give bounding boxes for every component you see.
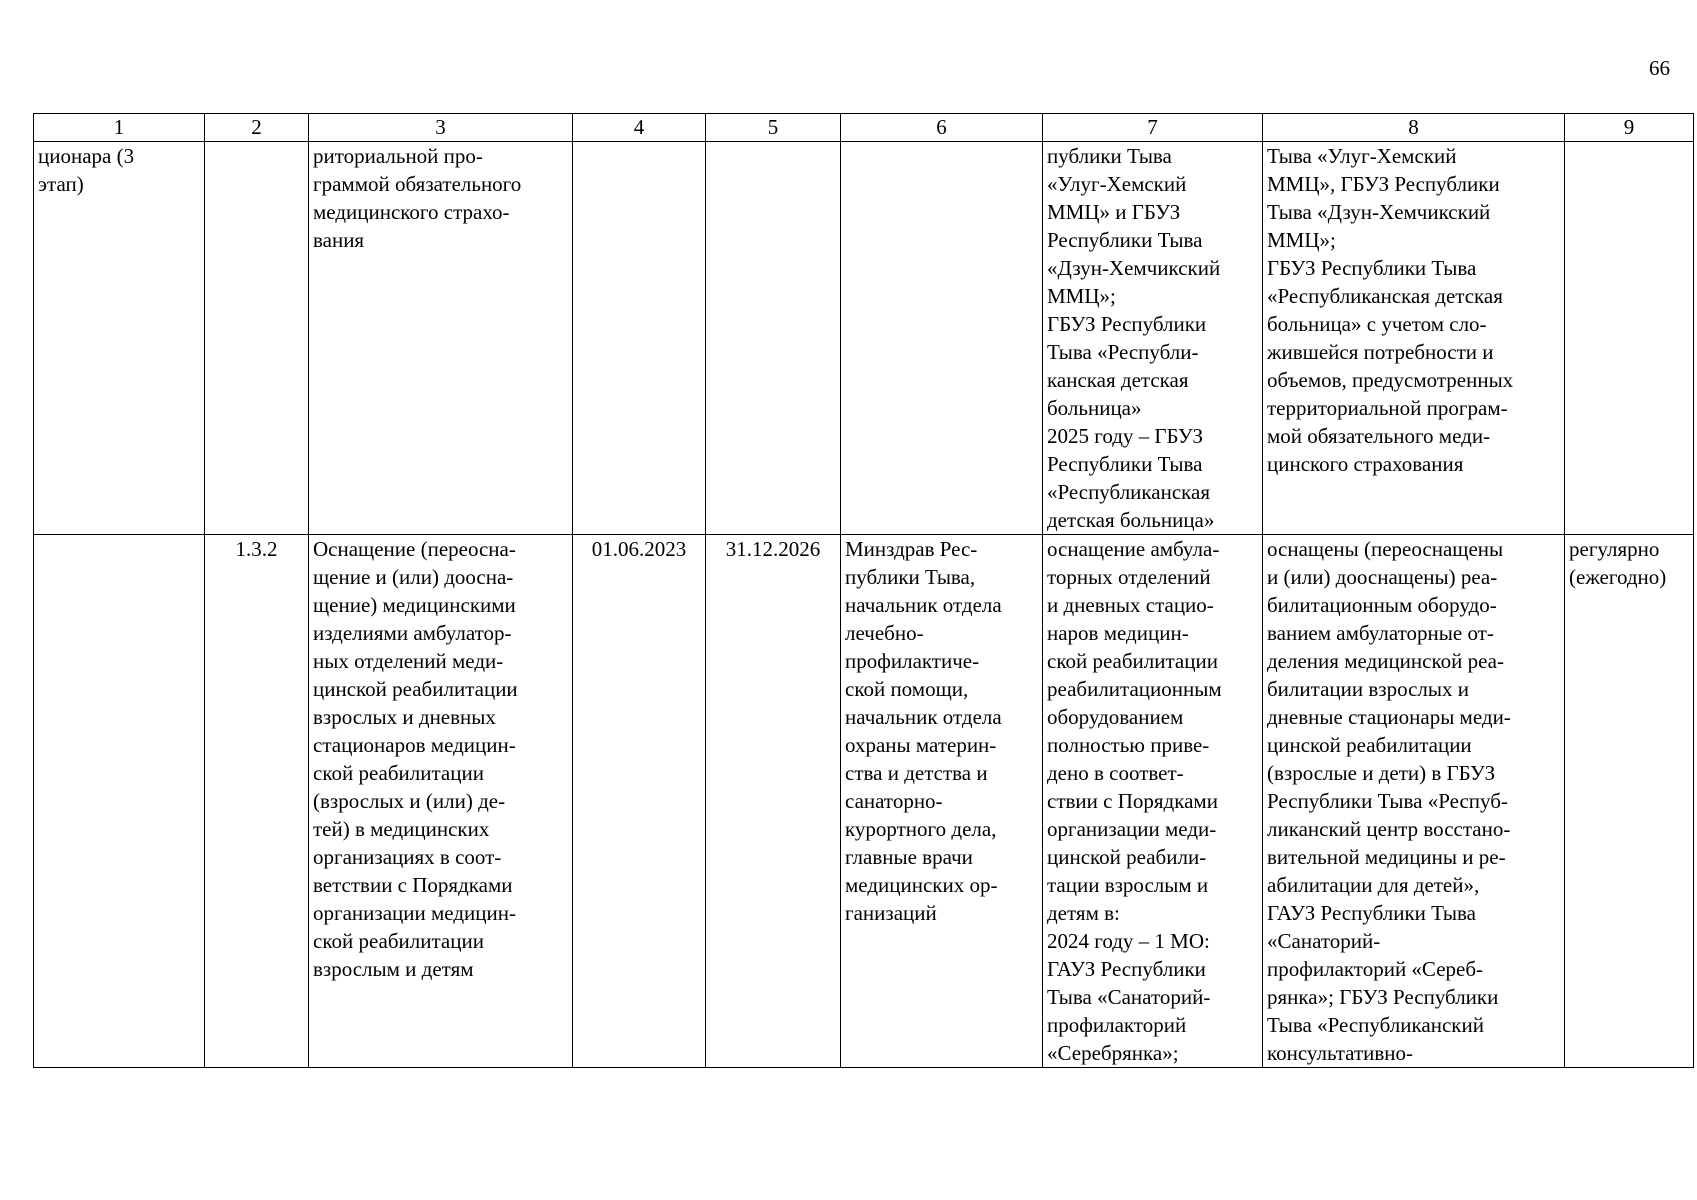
column-header-1: 1 xyxy=(34,114,205,142)
cell-end-date: 31.12.2026 xyxy=(706,535,841,1068)
cell-indicator: публики Тыва «Улуг-Хемский ММЦ» и ГБУЗ Республики Тыва «Дзун-Хемчикский ММЦ»; ГБУЗ Республики Тыва «Республи- канская детская больница» 2025 году – ГБУЗ Республики Тыва «Республиканская детская больница» xyxy=(1043,142,1263,535)
cell-indicator: оснащение амбула- торных отделений и дневных стацио- наров медицин- ской реабилитации реабилитационным оборудованием полностью приве- дено в соответ- ствии с Порядками организации меди- цинской реабили- тации взрослым и детям в: 2024 году – 1 МО: ГАУЗ Республики Тыва «Санаторий- профилакторий «Серебрянка»; xyxy=(1043,535,1263,1068)
table-row xyxy=(34,535,1694,1068)
column-header-7: 7 xyxy=(1043,114,1263,142)
header-row xyxy=(34,114,1694,142)
cell-responsible xyxy=(841,142,1043,535)
column-header-3: 3 xyxy=(309,114,573,142)
column-header-4: 4 xyxy=(573,114,706,142)
column-header-6: 6 xyxy=(841,114,1043,142)
column-header-5: 5 xyxy=(706,114,841,142)
cell-stage: ционара (3 этап) xyxy=(34,142,205,535)
cell-result: Тыва «Улуг-Хемский ММЦ», ГБУЗ Республики Тыва «Дзун-Хемчикский ММЦ»; ГБУЗ Республики Тыва «Республиканская детская больница» с учетом сло- жившейся потребности и объемов, предусмотренных территориальной програм- мой обязательного меди- цинского страхования xyxy=(1263,142,1565,535)
column-header-9: 9 xyxy=(1565,114,1694,142)
cell-activity: Оснащение (переосна- щение и (или) доосна- щение) медицинскими изделиями амбулатор- ных отделений меди- цинской реабилитации взрослых и дневных стационаров медицин- ской реабилитации (взрослых и (или) де- тей) в медицинских организациях в соот- ветствии с Порядками организации медицин- ской реабилитации взрослым и детям xyxy=(309,535,573,1068)
document-table xyxy=(33,113,1694,1068)
cell-end-date xyxy=(706,142,841,535)
cell-number xyxy=(205,142,309,535)
cell-frequency: регулярно (ежегодно) xyxy=(1565,535,1694,1068)
cell-stage xyxy=(34,535,205,1068)
cell-start-date: 01.06.2023 xyxy=(573,535,706,1068)
column-header-2: 2 xyxy=(205,114,309,142)
page-number: 66 xyxy=(1649,56,1670,80)
cell-activity: риториальной про- граммой обязательного медицинского страхо- вания xyxy=(309,142,573,535)
cell-number: 1.3.2 xyxy=(205,535,309,1068)
cell-result: оснащены (переоснащены и (или) дооснащены) реа- билитационным оборудо- ванием амбулаторные от- деления медицинской реа- билитации взрослых и дневные стационары меди- цинской реабилитации (взрослые и дети) в ГБУЗ Республики Тыва «Респуб- ликанский центр восстано- вительной медицины и ре- абилитации для детей», ГАУЗ Республики Тыва «Санаторий- профилакторий «Сереб- рянка»; ГБУЗ Республики Тыва «Республиканский консультативно- xyxy=(1263,535,1565,1068)
cell-start-date xyxy=(573,142,706,535)
table-row xyxy=(34,142,1694,535)
cell-frequency xyxy=(1565,142,1694,535)
column-header-8: 8 xyxy=(1263,114,1565,142)
cell-responsible: Минздрав Рес- публики Тыва, начальник отдела лечебно- профилактиче- ской помощи, начальник отдела охраны материн- ства и детства и санаторно- курортного дела, главные врачи медицинских ор- ганизаций xyxy=(841,535,1043,1068)
